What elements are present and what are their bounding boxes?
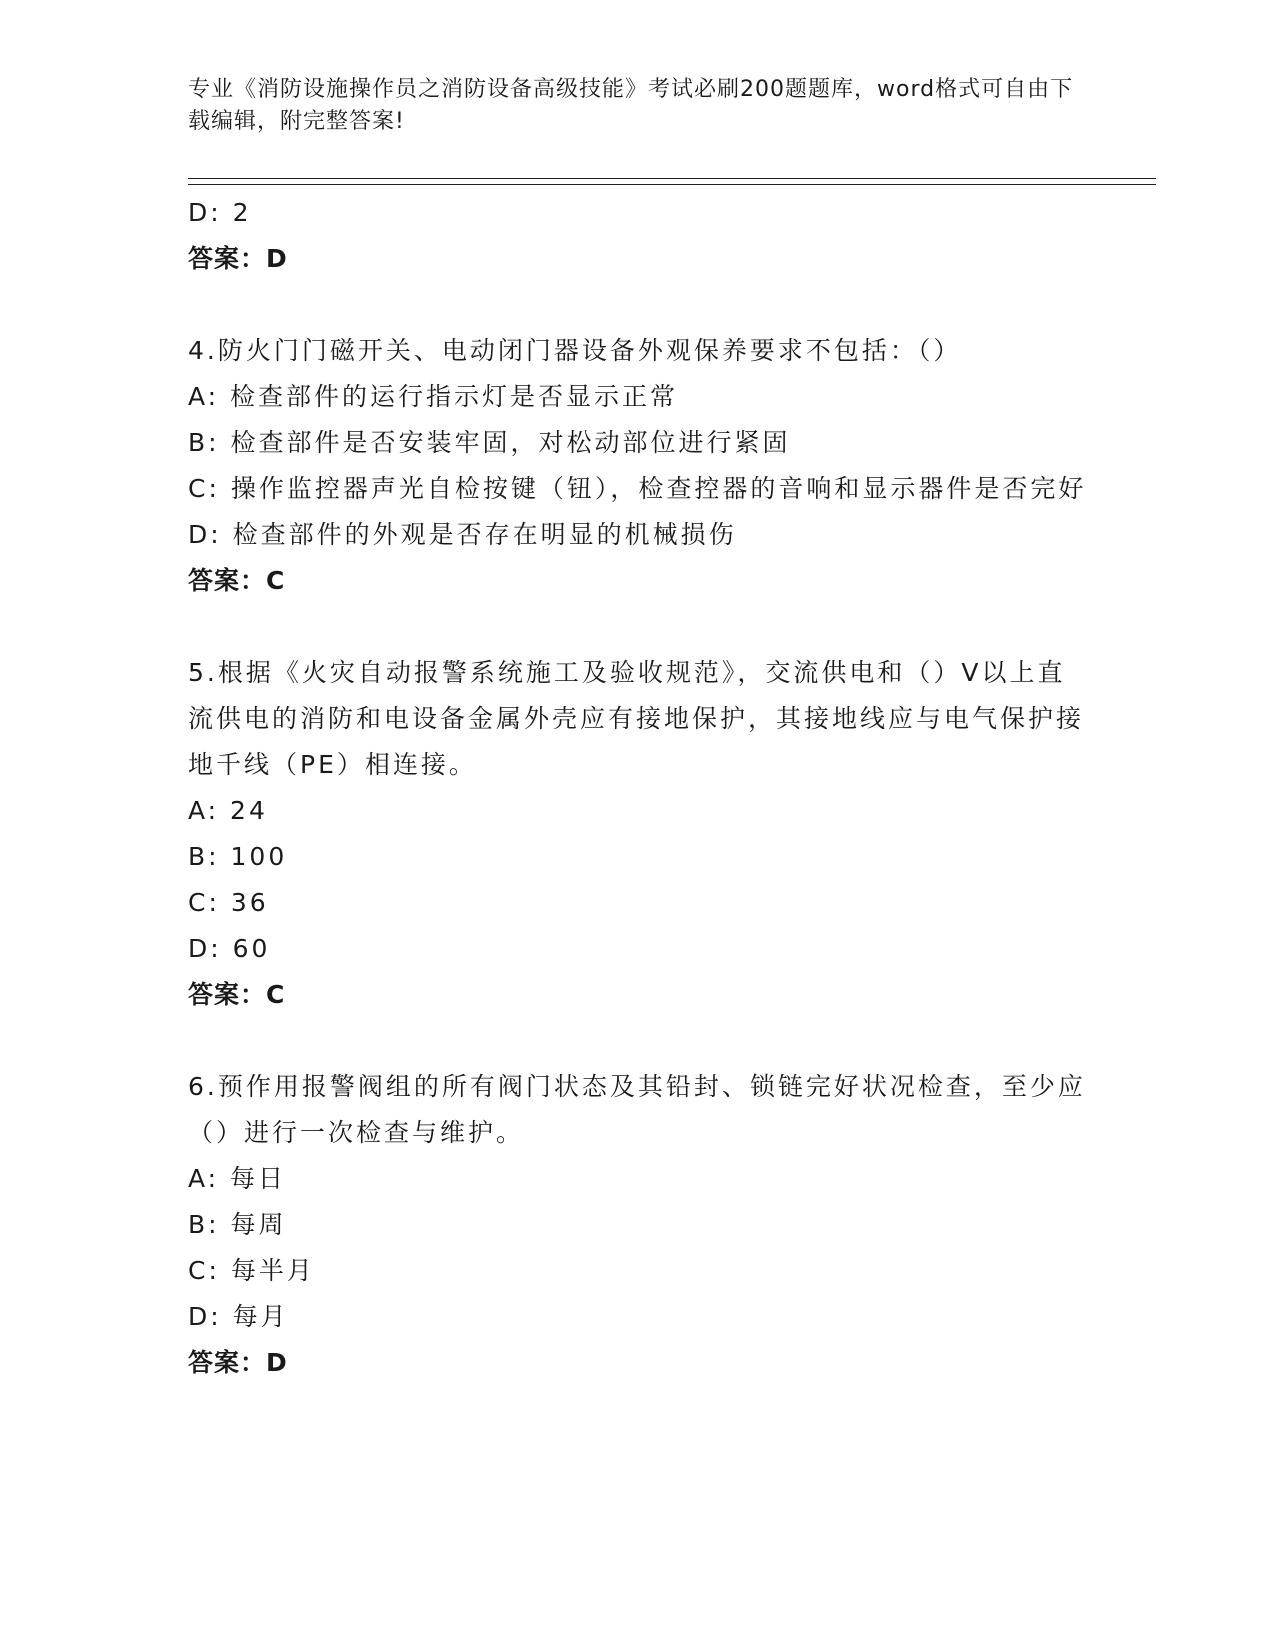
spacer [188,282,1088,328]
option-a: A: 每日 [188,1164,287,1193]
page-header: 专业《消防设施操作员之消防设备高级技能》考试必刷200题题库，word格式可自由下载编辑，附完整答案! [188,77,1074,134]
option-b: B: 每周 [188,1210,287,1239]
question-content [188,190,1088,1386]
header-rule-top [188,178,1156,179]
spacer [188,604,1088,650]
header-rule-bottom [188,184,1156,185]
option-d: D: 60 [188,934,271,963]
option-c: C: 每半月 [188,1256,315,1285]
option-b: B: 100 [188,842,288,871]
answer-line: 答案：C [188,980,286,1009]
question-stem: 4.防火门门磁开关、电动闭门器设备外观保养要求不包括：（） [188,336,962,365]
answer-line: 答案：D [188,1348,288,1377]
option-d: D: 检查部件的外观是否存在明显的机械损伤 [188,520,737,549]
question-stem: 5.根据《火灾自动报警系统施工及验收规范》，交流供电和（）V以上直流供电的消防和电设备金属外壳应有接地保护，其接地线应与电气保护接地千线（PE）相连接。 [188,658,1085,779]
question-stem: 6.预作用报警阀组的所有阀门状态及其铅封、锁链完好状况检查，至少应（）进行一次检查与维护。 [188,1072,1086,1147]
option-c: C: 操作监控器声光自检按键（钮），检查控器的音响和显示器件是否完好 [188,474,1087,503]
option-d: D: 2 [188,198,252,227]
option-a: A: 24 [188,796,268,825]
option-b: B: 检查部件是否安装牢固，对松动部位进行紧固 [188,428,791,457]
spacer [188,1018,1088,1064]
option-c: C: 36 [188,888,269,917]
option-d: D: 每月 [188,1302,289,1331]
answer-line: 答案：D [188,244,288,273]
option-a: A: 检查部件的运行指示灯是否显示正常 [188,382,679,411]
answer-line: 答案：C [188,566,286,595]
